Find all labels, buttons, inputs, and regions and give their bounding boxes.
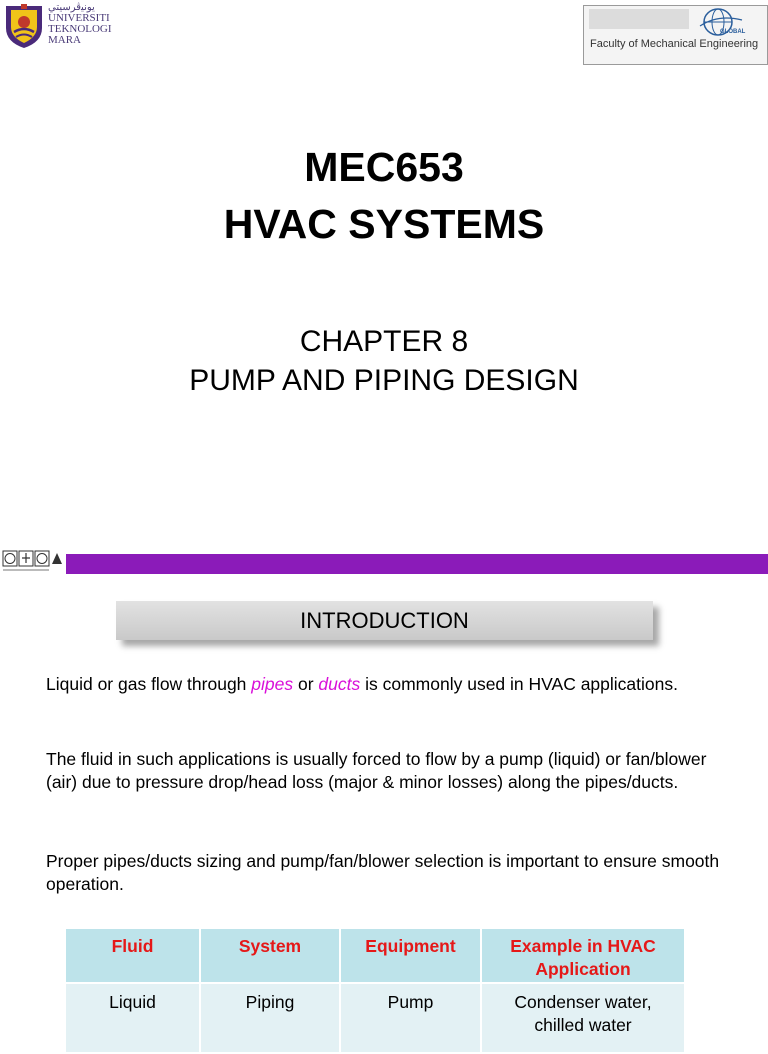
header-equipment: Equipment — [340, 928, 481, 983]
global-globe-icon — [692, 6, 762, 38]
chapter-title: PUMP AND PIPING DESIGN — [189, 364, 579, 397]
uitm-line-mara: MARA — [48, 34, 82, 46]
chapter-number: CHAPTER 8 — [299, 325, 469, 358]
intro-paragraph-3: Proper pipes/ducts sizing and pump/fan/blower selection is important to ensure smooth operation. — [46, 851, 720, 894]
header-system: System — [200, 928, 340, 983]
intro-paragraph-2: The fluid in such applications is usually forced to flow by a pump (liquid) or fan/blower (air) due to pressure drop/head loss (major & minor losses) along the pipes/ducts. — [46, 749, 707, 792]
global-word: GLOBAL — [720, 29, 746, 35]
table-header-row — [65, 928, 685, 983]
section-banner: INTRODUCTION — [116, 601, 653, 640]
cell-fluid: Liquid — [65, 983, 200, 1053]
uitm-line-teknologi: TEKNOLOGI — [48, 23, 112, 35]
para1-text-end: is commonly used in HVAC applications. — [360, 674, 678, 694]
uitm-line-universiti: UNIVERSITI — [48, 12, 110, 24]
cell-system: Piping — [200, 983, 340, 1053]
header-fluid: Fluid — [65, 928, 200, 983]
uitm-crest-icon — [2, 2, 46, 50]
emphasis-ducts: ducts — [318, 674, 361, 694]
table-row — [65, 983, 685, 1053]
faculty-logo-bar — [589, 9, 689, 29]
introduction-slide — [0, 576, 768, 1035]
para1-text-start: Liquid or gas flow through — [46, 674, 252, 694]
uitm-jawi-text: ﻳﻮﻧﻴﭬﺮﺳﻴﺘﻲ — [48, 2, 95, 13]
certification-marks — [2, 550, 64, 574]
header-example: Example in HVAC Application — [481, 928, 685, 983]
footer-accent-bar — [66, 554, 768, 574]
uitm-wordmark — [48, 2, 122, 50]
intro-paragraph-1 — [46, 673, 726, 696]
para1-text-mid: or — [293, 674, 319, 694]
cell-example: Condenser water, chilled water — [481, 983, 685, 1053]
uitm-logo — [2, 2, 120, 50]
course-name: HVAC SYSTEMS — [223, 201, 545, 247]
cell-equipment: Pump — [340, 983, 481, 1053]
emphasis-pipes: pipes — [251, 674, 294, 694]
course-code: MEC653 — [304, 144, 464, 190]
faculty-name: Faculty of Mechanical Engineering — [590, 38, 759, 50]
faculty-logo — [583, 5, 768, 65]
flow-system-table — [64, 927, 686, 1054]
